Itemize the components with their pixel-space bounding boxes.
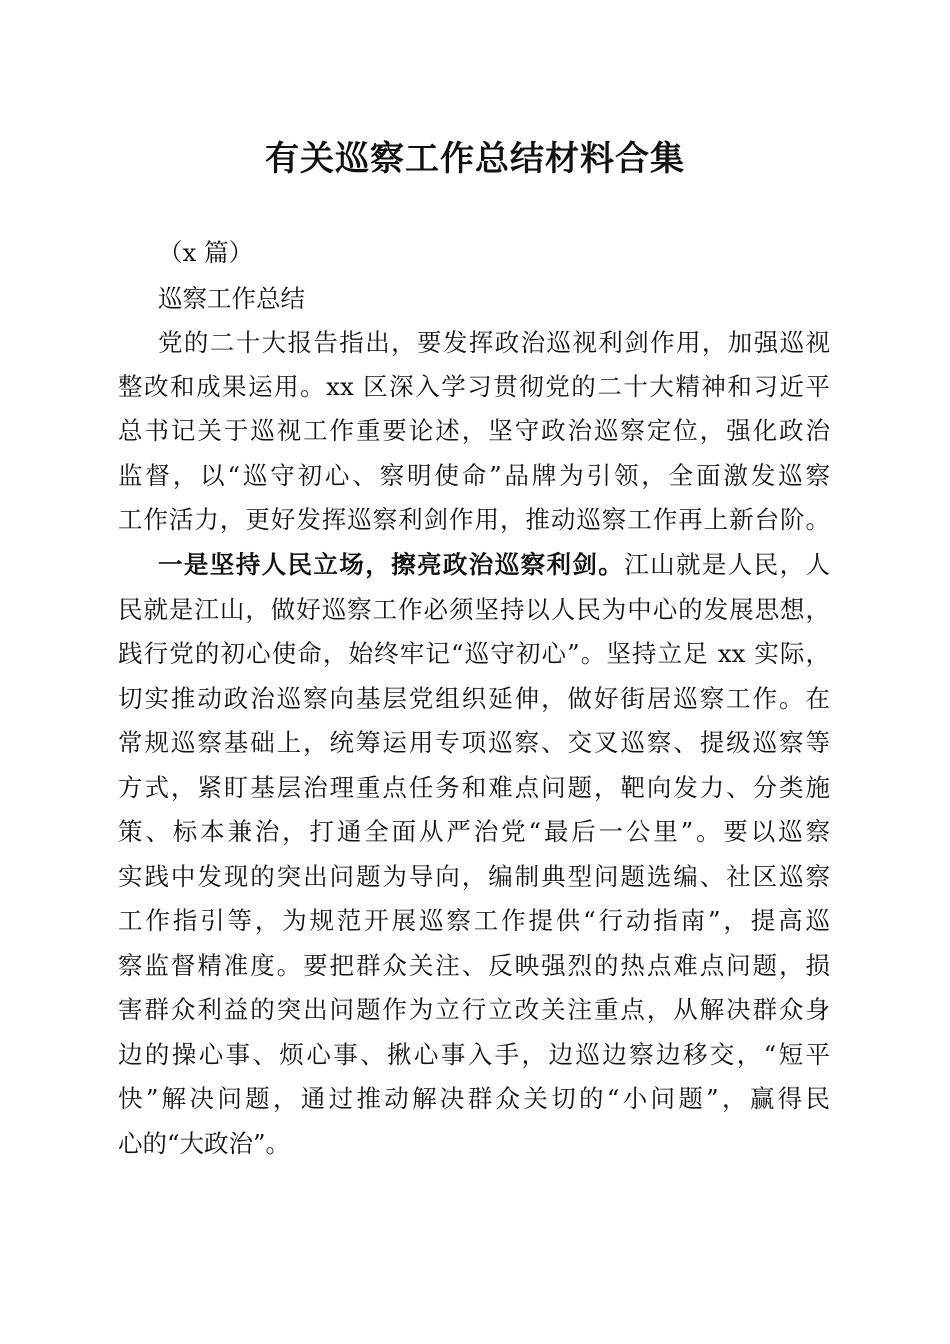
para2-line: 边的操心事、烦心事、揪心事入手，边巡边察边移交，“短平 [118, 1040, 830, 1069]
para1-line: 总书记关于巡视工作重要论述，坚守政治巡察定位，强化政治 [118, 416, 830, 445]
para1-line: 监督，以“巡守初心、察明使命”品牌为引领，全面激发巡察 [118, 461, 830, 490]
para2-line: 实践中发现的突出问题为导向，编制典型问题选编、社区巡察 [118, 862, 830, 891]
para2-line: 践行党的初心使命，始终牢记“巡守初心”。坚持立足 xx 实际， [118, 639, 830, 668]
para2-first-rest: 江山就是人民，人 [624, 550, 831, 579]
para2-line: 察监督精准度。要把群众关注、反映强烈的热点难点问题，损 [118, 951, 830, 980]
para2-line: 心的“大政治”。 [118, 1129, 291, 1158]
para2-line: 常规巡察基础上，统筹运用专项巡察、交叉巡察、提级巡察等 [118, 728, 830, 757]
para2-first-line [158, 548, 830, 582]
para2-line: 方式，紧盯基层治理重点任务和难点问题，靶向发力、分类施 [118, 773, 830, 802]
para2-line: 策、标本兼治，打通全面从严治党“最后一公里”。要以巡察 [118, 817, 830, 846]
para1-line: 整改和成果运用。xx 区深入学习贯彻党的二十大精神和习近平 [118, 372, 830, 401]
para2-lead: 一是坚持人民立场，擦亮政治巡察利剑。 [158, 550, 625, 579]
para2-line: 快”解决问题，通过推动解决群众关切的“小问题”，赢得民 [118, 1084, 830, 1113]
para2-line: 工作指引等，为规范开展巡察工作提供“行动指南”，提高巡 [118, 906, 830, 935]
para2-line: 切实推动政治巡察向基层党组织延伸，做好街居巡察工作。在 [118, 684, 830, 713]
section-subtitle: 巡察工作总结 [158, 284, 305, 313]
para1-line: 党的二十大报告指出，要发挥政治巡视利剑作用，加强巡视 [158, 328, 830, 357]
para2-line: 民就是江山，做好巡察工作必须坚持以人民为中心的发展思想， [118, 595, 830, 624]
para2-line: 害群众利益的突出问题作为立行立改关注重点，从解决群众身 [118, 995, 830, 1024]
para1-line: 工作活力，更好发挥巡察利剑作用，推动巡察工作再上新台阶。 [118, 505, 830, 534]
document-title: 有关巡察工作总结材料合集 [265, 139, 685, 179]
count-marker: （x 篇） [158, 238, 254, 267]
